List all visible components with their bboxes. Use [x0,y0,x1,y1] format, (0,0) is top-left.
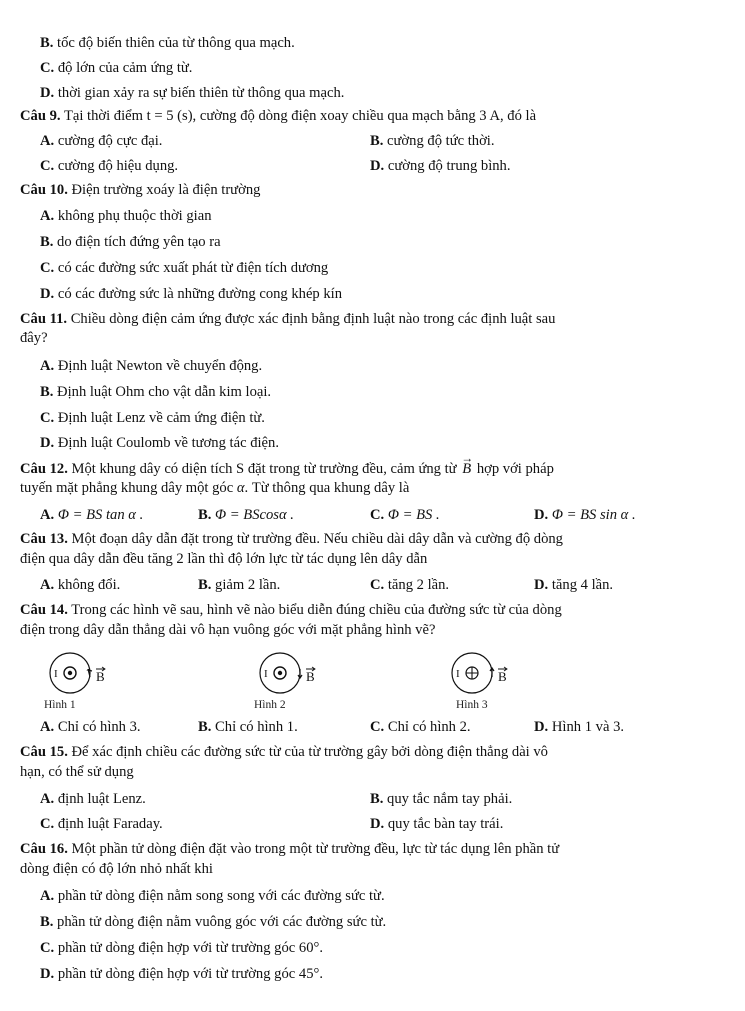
question-text: Điện trường xoáy là điện trường [71,182,261,198]
q14-stem-line1 [20,601,562,620]
question-number: Câu 10. [20,182,68,198]
question-text: tuyến mặt phẳng khung dây một góc [20,480,234,496]
option-text: phần tử dòng điện hợp với từ trường góc 45°. [57,966,323,982]
option-label: B. [198,719,212,735]
option-text: Định luật Newton về chuyển động. [57,358,263,374]
q15-option-d [370,815,503,834]
q10-option-c [40,259,328,278]
question-text: điện trong dây dẫn thẳng dài vô hạn vuông góc với mặt phẳng hình vẽ? [20,622,436,638]
q10-option-d [40,285,342,304]
question-text: dòng điện có độ lớn nhỏ nhất khi [20,861,213,877]
question-number: Câu 11. [20,311,68,327]
option-label: A. [40,507,55,523]
q15-stem-line1 [20,743,548,762]
question-number: Câu 15. [20,744,68,760]
option-label: A. [40,577,55,593]
q15-option-a [40,790,146,809]
option-text: Φ = BS sin α . [551,507,636,523]
q13-option-b [198,576,280,595]
option-text: Φ = BS . [387,507,440,523]
q13-option-a [40,576,120,595]
option-label: D. [534,577,549,593]
figure-2-diagram [242,650,332,696]
q15-option-c [40,815,163,834]
q10-stem [20,181,260,200]
figure-3-diagram [432,650,522,696]
question-text: Một đoạn dây dẫn đặt trong từ trường đều. Nếu chiều dài dây dẫn và cường độ dòng [71,531,563,547]
q11-stem-line1 [20,310,555,329]
q16-option-b [40,913,386,932]
q9-option-d [370,157,511,176]
question-text: hợp với pháp [476,461,554,477]
option-label: B. [198,577,212,593]
option-label: B. [40,35,54,51]
option-text: Chỉ có hình 1. [215,719,298,735]
q11-stem-line2 [20,329,48,348]
option-text: giảm 2 lần. [215,577,281,593]
q13-option-c [370,576,449,595]
q15-stem-line2 [20,763,134,782]
q16-stem-line1 [20,840,559,859]
option-label: D. [534,507,549,523]
q12-option-a [40,506,143,525]
option-label: C. [40,940,55,956]
q16-option-d [40,965,323,984]
question-text: hạn, có thể sử dụng [20,764,134,780]
q16-option-a [40,887,385,906]
option-text: Chỉ có hình 2. [387,719,471,735]
q13-stem-line1 [20,530,563,549]
option-label: D. [40,966,55,982]
question-number: Câu 16. [20,841,68,857]
option-label: B. [370,133,384,149]
option-text: Chỉ có hình 3. [57,719,141,735]
q12-stem-line1 [20,451,554,479]
option-text: cường độ trung bình. [387,158,511,174]
option-label: A. [40,208,55,224]
option-text: độ lớn của cảm ứng từ. [57,60,193,76]
option-label: A. [40,133,55,149]
question-text: điện qua dây dẫn đều tăng 2 lần thì độ lớn lực từ tác dụng lên dây dẫn [20,551,428,567]
current-label: I [456,668,460,680]
option-label: C. [40,260,55,276]
option-text: tốc độ biến thiên của từ thông qua mạch. [57,35,295,51]
option-text: Định luật Lenz về cảm ứng điện từ. [57,410,265,426]
question-text: Trong các hình vẽ sau, hình vẽ nào biểu diễn đúng chiều của đường sức từ của dòng [71,602,562,618]
option-label: A. [40,791,55,807]
option-text: không phụ thuộc thời gian [57,208,212,224]
option-text: quy tắc nắm tay phải. [387,791,513,807]
figure-3-caption: Hình 3 [456,699,488,711]
q11-option-b [40,383,271,402]
question-text: Tại thời điểm t = 5 (s), cường độ dòng điện xoay chiều qua mạch bằng 3 A, đó là [63,108,537,124]
current-dot [278,671,282,675]
figure-2-caption: Hình 2 [254,699,286,711]
option-label: C. [40,60,55,76]
figure-1-caption: Hình 1 [44,699,76,711]
option-text: có các đường sức xuất phát từ điện tích dương [57,260,329,276]
option-label: D. [534,719,549,735]
q12-option-c [370,506,440,525]
vector-b: → B [461,451,474,477]
question-text: Chiều dòng điện cảm ứng được xác định bằng định luật nào trong các định luật sau [70,311,556,327]
b-vector-label: B [498,669,507,684]
q15-option-b [370,790,512,809]
q11-option-a [40,357,262,376]
q11-option-c [40,409,265,428]
option-label: C. [370,719,385,735]
option-label: C. [40,158,55,174]
option-label: A. [40,719,55,735]
question-text: . Từ thông qua khung dây là [244,480,410,496]
question-number: Câu 9. [20,108,61,124]
q12-stem-line2 [20,479,409,498]
q14-option-a [40,718,141,737]
q8-option-d [40,84,344,103]
q9-stem [20,107,536,126]
q14-option-d [534,718,624,737]
question-text: Để xác định chiều các đường sức từ của từ trường gây bởi dòng điện thẳng dài vô [71,744,548,760]
option-text: phần tử dòng điện nằm vuông góc với các đường sức từ. [57,914,387,930]
option-label: A. [40,358,55,374]
option-text: định luật Lenz. [57,791,146,807]
option-text: cường độ hiệu dụng. [57,158,179,174]
q9-option-b [370,132,495,151]
option-label: C. [40,410,55,426]
q12-option-d [534,506,636,525]
option-label: B. [40,384,54,400]
field-direction-arrow-icon [490,668,494,677]
q16-stem-line2 [20,860,213,879]
option-label: B. [40,234,54,250]
option-text: tăng 2 lần. [387,577,450,593]
b-vector-label: B [96,669,105,684]
option-text: do điện tích đứng yên tạo ra [57,234,221,250]
current-dot [68,671,72,675]
option-label: C. [370,577,385,593]
q10-option-b [40,233,221,252]
q13-option-d [534,576,613,595]
alpha-symbol: α [236,480,245,496]
q14-option-c [370,718,471,737]
q14-stem-line2 [20,621,435,640]
question-text: đây? [20,330,48,346]
figure-1-diagram [28,650,118,696]
q11-option-d [40,434,279,453]
option-text: phần tử dòng điện nằm song song với các đường sức từ. [57,888,385,904]
option-label: B. [198,507,212,523]
option-label: D. [370,816,385,832]
option-label: B. [370,791,384,807]
current-label: I [54,668,58,680]
q16-option-c [40,939,323,958]
option-text: cường độ cực đại. [57,133,163,149]
option-label: D. [40,435,55,451]
question-text: Một phần tử dòng điện đặt vào trong một từ trường đều, lực từ tác dụng lên phần tử [71,841,560,857]
q12-option-b [198,506,294,525]
option-text: Định luật Ohm cho vật dẫn kim loại. [57,384,272,400]
option-text: có các đường sức là những đường cong khép kín [57,286,343,302]
option-label: C. [370,507,385,523]
option-label: D. [370,158,385,174]
option-text: quy tắc bàn tay trái. [387,816,504,832]
question-text: Một khung dây có diện tích S đặt trong từ trường đều, cảm ứng từ [71,461,457,477]
q9-option-c [40,157,178,176]
option-text: Hình 1 và 3. [551,719,625,735]
option-text: Φ = BS tan α . [57,507,144,523]
b-vector-label: B [306,669,315,684]
field-direction-arrow-icon [298,669,302,678]
option-label: D. [40,85,55,101]
option-text: không đổi. [57,577,121,593]
option-text: Định luật Coulomb về tương tác điện. [57,435,279,451]
option-label: C. [40,816,55,832]
current-label: I [264,668,268,680]
question-number: Câu 13. [20,531,68,547]
option-label: B. [40,914,54,930]
q10-option-a [40,207,212,226]
option-text: phần tử dòng điện hợp với từ trường góc 60°. [57,940,323,956]
option-label: D. [40,286,55,302]
option-label: A. [40,888,55,904]
option-text: thời gian xảy ra sự biến thiên từ thông qua mạch. [57,85,345,101]
q8-option-b [40,34,295,53]
option-text: cường độ tức thời. [387,133,495,149]
q8-option-c [40,59,192,78]
q9-option-a [40,132,162,151]
question-number: Câu 12. [20,461,68,477]
q14-option-b [198,718,298,737]
option-text: Φ = BScosα . [215,507,294,523]
question-number: Câu 14. [20,602,68,618]
option-text: định luật Faraday. [57,816,163,832]
option-text: tăng 4 lần. [551,577,614,593]
q13-stem-line2 [20,550,427,569]
